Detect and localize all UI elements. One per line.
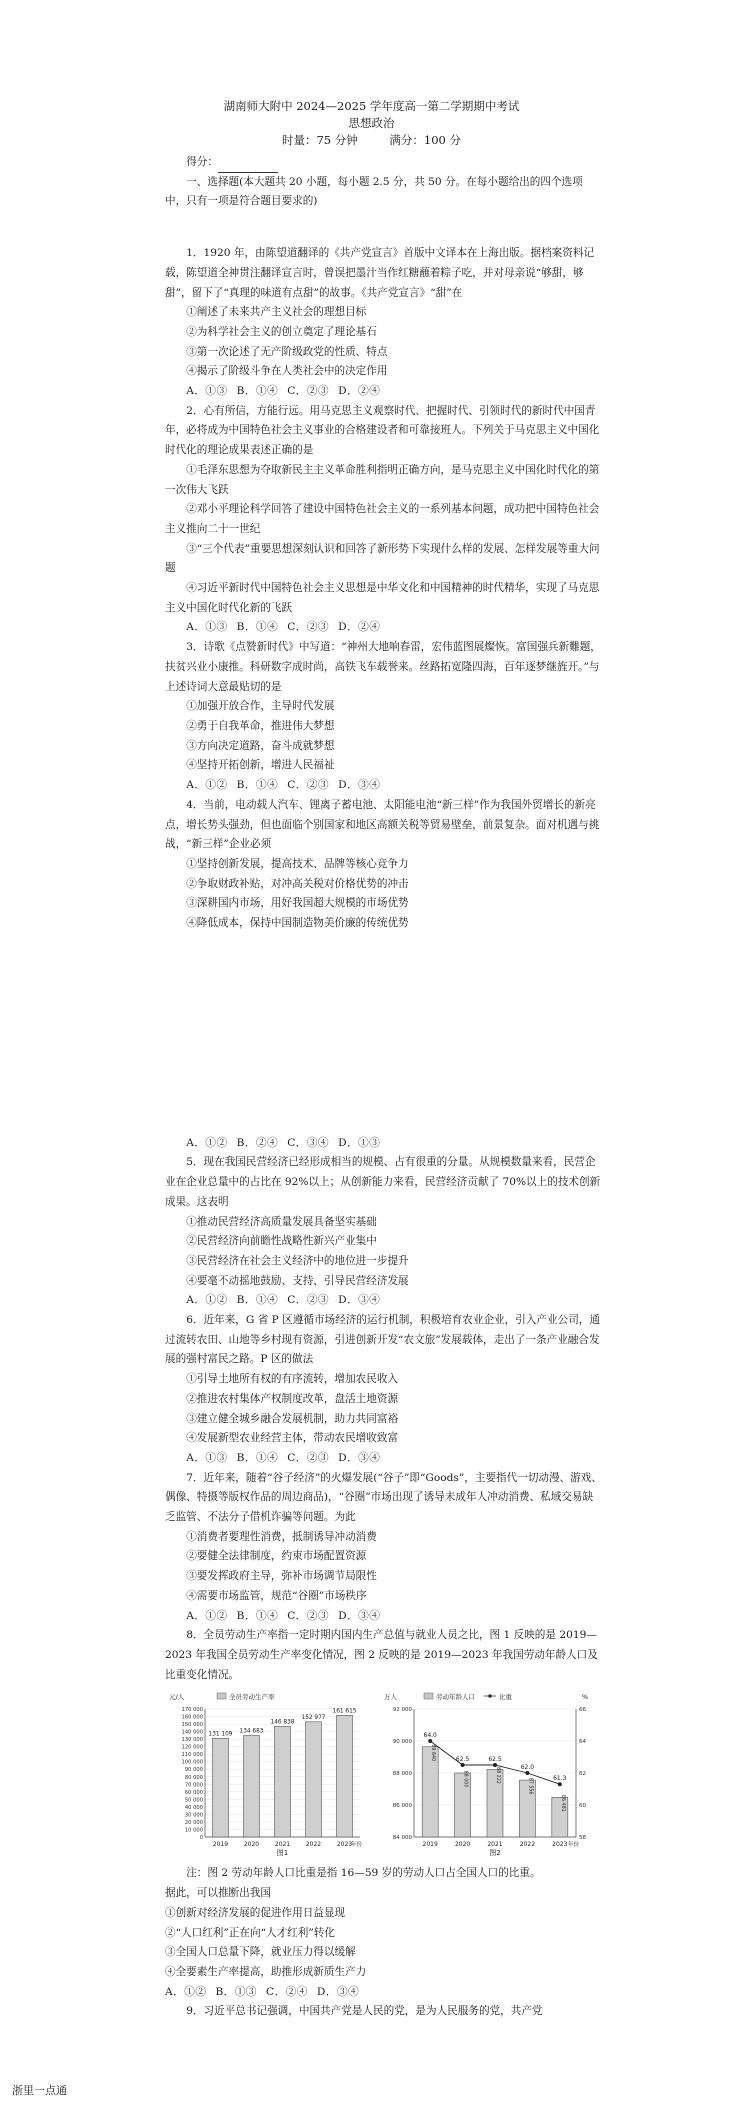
- answer-b: B．①③: [215, 1985, 258, 1998]
- answer-d: D．③④: [338, 1609, 381, 1622]
- option-item: ④习近平新时代中国特色社会主义思想是中华文化和中国精神的时代精华，实现了马克思主义中国化时代化新的飞跃: [165, 582, 600, 614]
- data-label: 87 556: [527, 1778, 533, 1795]
- data-label: 146 838: [270, 1719, 295, 1726]
- data-label: 152 977: [301, 1715, 326, 1722]
- answer-choices: [165, 382, 602, 402]
- option-item: ①加强开放合作，主导时代发展: [186, 700, 335, 713]
- y-tick-label: 88 000: [392, 1771, 412, 1778]
- data-label: 161 615: [332, 1708, 357, 1715]
- x-tick-label: 2021: [274, 1841, 291, 1849]
- answer-d: D．①③: [338, 1136, 381, 1149]
- line-point: [558, 1783, 562, 1787]
- exam-header: [0, 98, 743, 149]
- answer-d: D．③④: [338, 779, 381, 792]
- x-tick-label: 2023: [552, 1841, 568, 1849]
- y-tick-label: 90 000: [392, 1739, 412, 1746]
- score-field: [165, 153, 602, 173]
- answer-a: A．①③: [186, 621, 228, 634]
- line-data-label: 62.0: [520, 1764, 535, 1772]
- y-tick-label: 60 000: [184, 1790, 203, 1797]
- question-stem: 7．近年来，随着“谷子经济”的火爆发展(“谷子”即“Goods”，主要指代一切动漫、游戏、偶像、特摄等版权作品的周边商品)，“谷圈”市场出现了诱导未成年人冲动消费、私域交易缺乏监管、不法分子借机诈骗等问题。为此: [165, 1471, 602, 1524]
- answer-c: C．②④: [266, 1985, 308, 1998]
- data-label: 131 109: [208, 1731, 233, 1738]
- y-tick-label: 110 000: [181, 1752, 203, 1759]
- option-item: ③方向决定道路，奋斗成就梦想: [186, 739, 335, 752]
- exam-content: [165, 153, 602, 2022]
- option-item: ①引导土地所有权的有序流转，增加农民收入: [186, 1373, 399, 1386]
- line-data-label: 62.5: [488, 1756, 502, 1764]
- answer-c: C．②③: [287, 385, 330, 398]
- answer-b: B．①④: [236, 621, 279, 634]
- y-tick-label: 50 000: [184, 1797, 203, 1804]
- option-item: ③“三个代表”重要思想深刻认识和回答了新形势下实现什么样的发展、怎样发展等重大问题: [165, 542, 600, 575]
- option-item: ③要发挥政府主导，弥补市场调节局限性: [186, 1570, 377, 1583]
- bar: [306, 1722, 322, 1837]
- legend-label: 全员劳动生产率: [229, 1693, 275, 1702]
- legend-label: 比重: [499, 1693, 512, 1702]
- y-tick-label: 160 000: [181, 1714, 203, 1721]
- answer-choices: [165, 1983, 602, 2003]
- y2-tick-label: 64: [579, 1739, 586, 1746]
- answer-a: A．①②: [186, 1136, 228, 1149]
- y-tick-label: 30 000: [184, 1812, 203, 1819]
- y-tick-label: 170 000: [181, 1707, 203, 1714]
- x-tick-label: 2019: [212, 1841, 229, 1849]
- x-tick-label: 2021: [487, 1841, 503, 1849]
- chart-figure-2: [380, 1689, 600, 1859]
- y-tick-label: 70 000: [184, 1782, 203, 1789]
- option-item: ①推动民营经济高质量发展具备坚实基础: [186, 1215, 377, 1228]
- option-item: ③建立健全城乡融合发展机制，助力共同富裕: [186, 1412, 399, 1425]
- answer-b: B．①④: [236, 385, 279, 398]
- y-tick-label: 92 000: [392, 1707, 412, 1714]
- answer-c: C．②③: [287, 621, 330, 634]
- chart-note: 注：图 2 劳动年龄人口比重是指 16—59 岁的劳动人口占全国人口的比重。: [186, 1867, 541, 1880]
- option-item: ①创新对经济发展的促进作用日益显现: [165, 1906, 346, 1919]
- answer-a: A．①②: [186, 779, 228, 792]
- option-item: ④全要素生产率提高，助推形成新质生产力: [165, 1965, 367, 1978]
- exam-title: 湖南师大附中 2024—2025 学年度高一第二学期期中考试: [223, 99, 520, 113]
- option-item: ④发展新型农业经营主体，带动农民增收致富: [186, 1432, 399, 1445]
- option-item: ④降低成本，保持中国制造物美价廉的传统优势: [186, 917, 409, 930]
- option-item: ③第一次论述了无产阶级政党的性质、特点: [186, 345, 388, 358]
- y-tick-label: 10 000: [184, 1827, 203, 1834]
- option-item: ①坚持创新发展，提高技术、品牌等核心竞争力: [186, 857, 409, 870]
- answer-a: A．①②: [165, 1985, 207, 1998]
- legend-marker: [488, 1695, 492, 1699]
- charts-row: [165, 1689, 602, 1864]
- score-label: 得分：: [186, 156, 218, 168]
- answer-d: D．③④: [316, 1985, 360, 1998]
- question-stem: 9．习近平总书记强调，中国共产党是人民的党，是为人民服务的党，共产党: [186, 2005, 543, 2018]
- bar: [244, 1736, 260, 1837]
- option-item: ②民营经济向前瞻性战略性新兴产业集中: [186, 1235, 377, 1248]
- bar: [337, 1716, 353, 1838]
- x-tick-label: 2020: [243, 1841, 260, 1849]
- y-tick-label: 80 000: [184, 1775, 203, 1782]
- bar: [213, 1739, 229, 1838]
- answer-choices: [165, 1607, 602, 1627]
- y-tick-label: 20 000: [184, 1820, 203, 1827]
- answer-choices: [165, 1449, 602, 1469]
- data-label: 89 640: [430, 1744, 436, 1762]
- answer-c: C．②③: [287, 1451, 330, 1464]
- y2-tick-label: 66: [579, 1707, 586, 1714]
- y-tick-label: 120 000: [181, 1745, 203, 1752]
- option-item: ②邓小平理论科学回答了建设中国特色社会主义的一系列基本问题，成功把中国特色社会主义推向二十一世纪: [165, 503, 600, 535]
- option-item: ②推进农村集体产权制度改革，盘活土地资源: [186, 1392, 399, 1405]
- x-tick-label: 2023: [336, 1841, 353, 1849]
- option-item: ③全国人口总量下降，就业压力得以缓解: [165, 1946, 356, 1959]
- y-tick-label: 0: [199, 1835, 203, 1842]
- figure-caption: 图1: [276, 1849, 289, 1858]
- option-item: ②要健全法律制度，约束市场配置资源: [186, 1550, 367, 1563]
- question-stem: 1．1920 年，由陈望道翻译的《共产党宣言》首版中文译本在上海出版。据档案资料记载，陈望道全神贯注翻译宣言时，曾误把墨汁当作红糖蘸着粽子吃，并对母亲说“够甜，够甜”，留下了“真理的味道有点甜”的故事。《共产党宣言》“甜”在: [165, 247, 595, 299]
- line-point: [461, 1763, 465, 1767]
- figure-caption: 图2: [489, 1849, 501, 1858]
- answer-b: B．①④: [236, 779, 279, 792]
- bar: [275, 1727, 291, 1838]
- answer-c: C．②③: [287, 779, 330, 792]
- line-data-label: 62.5: [455, 1756, 470, 1764]
- answer-a: A．①②: [186, 1609, 228, 1622]
- option-item: ④坚持开拓创新，增进人民福祉: [186, 759, 335, 772]
- exam-time: 时量：75 分钟: [281, 133, 358, 147]
- y-tick-label: 84 000: [392, 1835, 412, 1842]
- option-item: ①毛泽东思想为夺取新民主主义革命胜利指明正确方向，是马克思主义中国化时代化的第一次伟大飞跃: [165, 463, 600, 496]
- exam-subject: 思想政治: [348, 116, 395, 130]
- option-item: ③民营经济在社会主义经济中的地位进一步提升: [186, 1254, 409, 1267]
- legend-swatch: [217, 1693, 226, 1699]
- answer-b: B．①④: [236, 1609, 279, 1622]
- y-tick-label: 90 000: [184, 1767, 203, 1774]
- spacer: [165, 228, 602, 244]
- answer-d: D．②④: [338, 385, 381, 398]
- data-label: 88 000: [462, 1771, 468, 1788]
- x-axis-label: 年份: [350, 1842, 362, 1849]
- line-point: [493, 1763, 497, 1767]
- option-item: ④需要市场监管，规范“谷圈”市场秩序: [186, 1589, 367, 1602]
- answer-d: D．③④: [338, 1294, 381, 1307]
- question-stem: 4．当前，电动载人汽车、锂离子蓄电池、太阳能电池“新三样”作为我国外贸增长的新亮点，增长势头强劲，但也面临个别国家和地区高额关税等贸易壁垒，前景复杂。面对机遇与挑战，“新三样”企业必须: [165, 798, 600, 851]
- y-tick-label: 140 000: [181, 1729, 203, 1736]
- answer-choices: [165, 1134, 602, 1154]
- footer-watermark: 浙里一点通: [12, 2084, 67, 2097]
- y-tick-label: 150 000: [181, 1722, 203, 1729]
- x-tick-label: 2022: [305, 1841, 322, 1849]
- legend-swatch: [424, 1693, 433, 1699]
- x-tick-label: 2022: [519, 1841, 536, 1849]
- answer-a: A．①②: [186, 1294, 228, 1307]
- y2-axis-label: %: [582, 1693, 589, 1702]
- x-tick-label: 2019: [422, 1841, 438, 1849]
- section-heading: 一、选择题(本大题共 20 小题，每小题 2.5 分，共 50 分。在每小题给出的四个选项中，只有一项是符合题目要求的): [165, 175, 583, 208]
- option-item: ①消费者要理性消费，抵制诱导冲动消费: [186, 1530, 377, 1543]
- data-label: 134 683: [239, 1728, 264, 1735]
- data-label: 86 481: [559, 1795, 565, 1813]
- answer-a: A．①③: [186, 385, 228, 398]
- line-data-label: 61.3: [553, 1775, 567, 1783]
- answer-b: B．②④: [236, 1136, 279, 1149]
- blank-space: [165, 934, 602, 1134]
- question-stem: 2．心有所信，方能行远。用马克思主义观察时代、把握时代、引领时代的新时代中国青年，必将成为中国特色社会主义事业的合格建设者和可靠接班人。下列关于马克思主义中国化时代化的理论成果表述正确的是: [165, 404, 600, 457]
- option-item: ②勇于自我革命，推进伟大梦想: [186, 719, 335, 732]
- answer-choices: [165, 1291, 602, 1311]
- answer-d: D．③④: [338, 1451, 381, 1464]
- y-tick-label: 100 000: [181, 1760, 203, 1767]
- answer-c: C．②③: [287, 1294, 330, 1307]
- spacer: [165, 212, 602, 228]
- x-tick-label: 2020: [454, 1841, 471, 1849]
- answer-c: C．②③: [287, 1609, 330, 1622]
- exam-meta: [0, 132, 743, 149]
- answer-choices: [165, 776, 602, 796]
- option-item: ①阐述了未来共产主义社会的理想目标: [186, 306, 367, 319]
- question-stem: 3．诗歌《点赞新时代》中写道：“神州大地响春雷，宏伟蓝图展燦恢。富国强兵新難题，扶贫兴业小康推。科研数字成时尚，高铁飞车载誉来。丝路拓宽隆四海，百年逐梦继旌开。”与上述诗词大意最贴切的是: [165, 641, 601, 693]
- y-axis-label: 元/人: [169, 1693, 185, 1702]
- score-blank: [218, 160, 278, 173]
- answer-b: B．①④: [236, 1294, 279, 1307]
- answer-a: A．①③: [186, 1451, 228, 1464]
- x-axis-label: 年份: [568, 1842, 580, 1849]
- y-tick-label: 86 000: [392, 1803, 412, 1810]
- line-point: [525, 1771, 529, 1775]
- line-data-label: 64.0: [423, 1732, 437, 1740]
- question-stem: 8．全员劳动生产率指一定时期内国内生产总值与就业人员之比，图 1 反映的是 2019—2023 年我国全员劳动生产率变化情况，图 2 反映的是 2019—2023 年我国劳动年龄人口及比重变化情况。: [165, 1629, 598, 1681]
- exam-score: 满分：100 分: [389, 133, 462, 147]
- question-lead: 据此，可以推断出我国: [165, 1887, 271, 1900]
- answer-d: D．②④: [338, 621, 381, 634]
- option-item: ③深耕国内市场，用好我国超大规模的市场优势: [186, 897, 409, 910]
- y2-tick-label: 62: [579, 1771, 586, 1778]
- y-tick-label: 40 000: [184, 1805, 203, 1812]
- answer-choices: [165, 618, 602, 638]
- answer-b: B．①④: [236, 1451, 279, 1464]
- chart-figure-1: [165, 1689, 370, 1859]
- option-item: ④要毫不动摇地鼓励、支持、引导民营经济发展: [186, 1274, 409, 1287]
- legend-label: 劳动年龄人口: [436, 1693, 475, 1702]
- y-tick-label: 130 000: [181, 1737, 203, 1744]
- question-stem: 5．现在我国民营经济已经形成相当的规模、占有很重的分量。从规模数量来看，民营企业在企业总量中的占比在 92%以上；从创新能力来看，民营经济贡献了 70%以上的技术创新成果。这表明: [165, 1156, 601, 1208]
- y2-tick-label: 58: [579, 1835, 586, 1842]
- option-item: ②为科学社会主义的创立奠定了理论基石: [186, 325, 377, 338]
- y-axis-label: 万人: [384, 1693, 397, 1702]
- y2-tick-label: 60: [579, 1803, 586, 1810]
- line-point: [428, 1739, 432, 1743]
- option-item: ④揭示了阶级斗争在人类社会中的决定作用: [186, 365, 388, 378]
- data-label: 88 222: [495, 1767, 500, 1785]
- question-stem: 6．近年来，G 省 P 区遵循市场经济的运行机制，积极培育农业企业，引入产业公司，通过流转农田、山地等乡村现有资源，引进创新开发“农文旅”发展载体，走出了一条产业融合发展的强村富民之路。P 区的做法: [165, 1314, 600, 1366]
- option-item: ②争取财政补贴，对冲高关税对价格优势的冲击: [186, 877, 409, 890]
- answer-c: C．③④: [287, 1136, 330, 1149]
- option-item: ②“人口红利”正在向“人才红利”转化: [165, 1926, 335, 1939]
